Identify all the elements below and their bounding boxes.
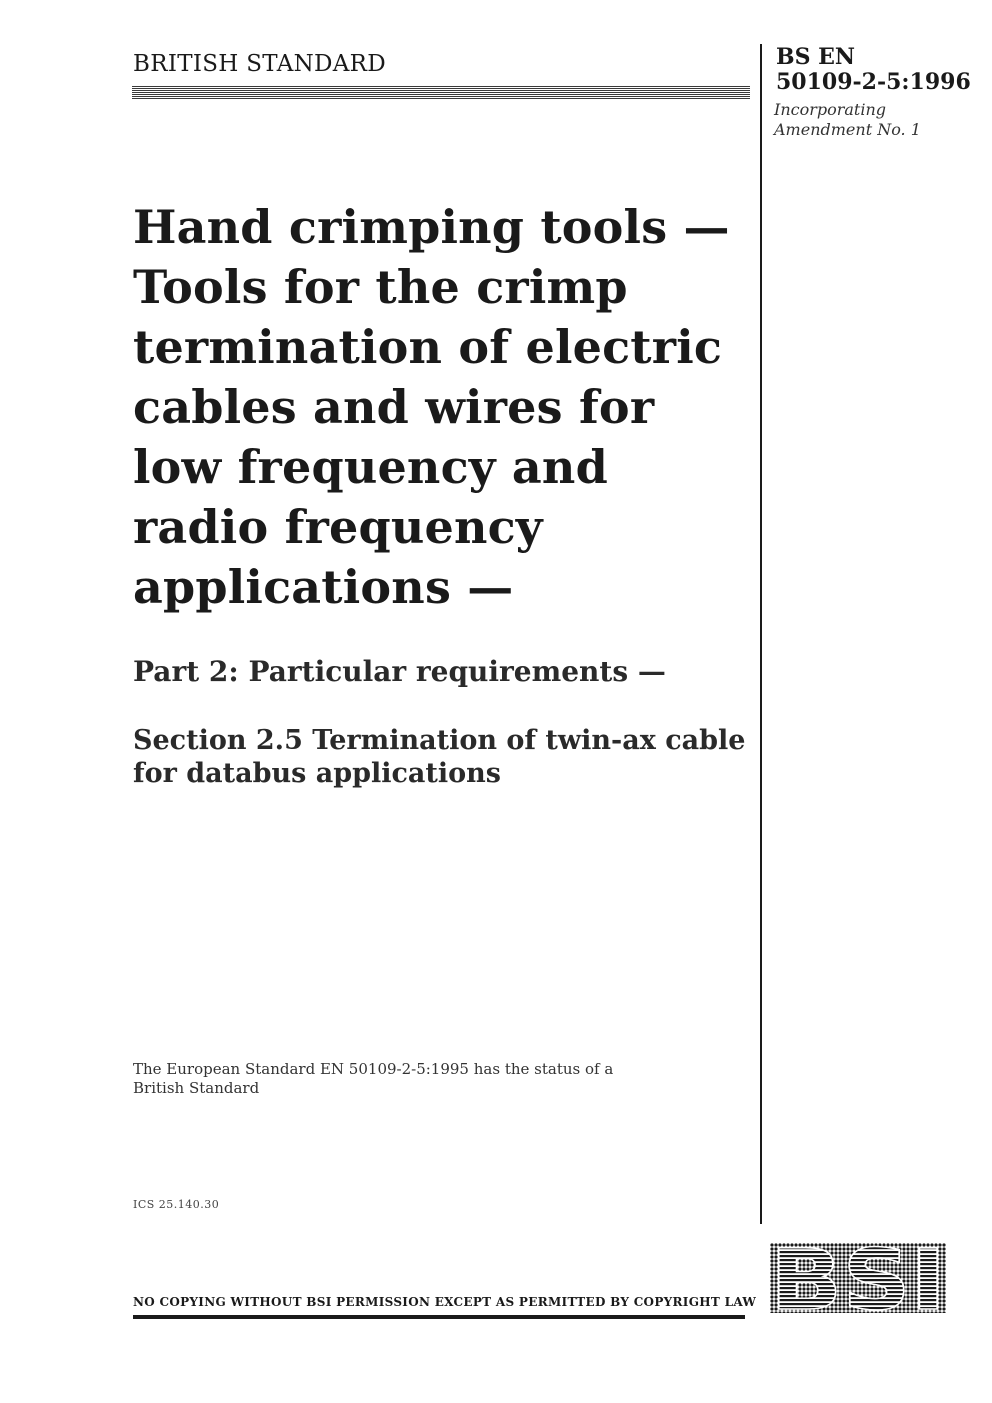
- document-type-label: BRITISH STANDARD: [133, 51, 387, 77]
- copyright-notice: NO COPYING WITHOUT BSI PERMISSION EXCEPT AS PERMITTED BY COPYRIGHT LAW: [133, 1295, 757, 1309]
- status-note-line2: British Standard: [133, 1079, 260, 1097]
- ics-code: ICS 25.140.30: [133, 1198, 220, 1211]
- footer-rule: [133, 1315, 745, 1319]
- header-hatched-rule: [132, 86, 750, 100]
- status-note-line1: The European Standard EN 50109-2-5:1995 has the status of a: [133, 1060, 614, 1078]
- amendment-note: [774, 100, 921, 140]
- part-subtitle: Part 2: Particular requirements —: [133, 655, 666, 688]
- vertical-divider: [760, 44, 762, 1224]
- amendment-line1: Incorporating: [774, 100, 887, 119]
- document-title: Hand crimping tools — Tools for the crimp termination of electric cables and wires for low frequency and radio frequency applications —: [133, 200, 730, 614]
- bsi-logo: [770, 1243, 946, 1313]
- standard-number-line1: BS EN: [776, 44, 856, 70]
- amendment-line2: Amendment No. 1: [774, 120, 921, 139]
- standard-number-line2: 50109-2-5:1996: [776, 69, 971, 95]
- standard-number: [776, 45, 971, 95]
- svg-text:BSI: BSI: [770, 1243, 946, 1313]
- section-subtitle: Section 2.5 Termination of twin-ax cable for databus applications: [133, 725, 746, 789]
- status-note: [133, 1060, 653, 1098]
